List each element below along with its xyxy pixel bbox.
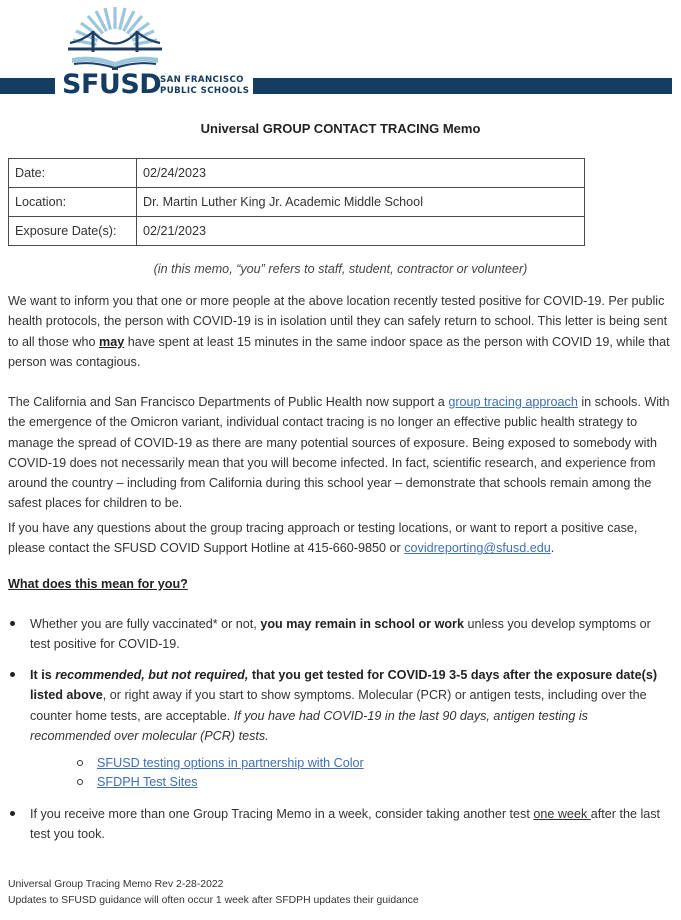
- covid-reporting-email-link[interactable]: covidreporting@sfusd.edu: [404, 541, 551, 556]
- sfusd-emblem-icon: [60, 3, 170, 75]
- group-tracing-approach-link[interactable]: group tracing approach: [448, 395, 578, 409]
- bullet1-text-b: unless you develop symptoms or test positive for COVID-19.: [30, 617, 651, 652]
- guidance-update-line: Updates to SFUSD guidance will often occur 1 week after SFDPH updates their guidance: [8, 895, 419, 906]
- paragraph3-text-a: If you have any questions about the group tracing approach or testing locations, or want to report a positive case, please contact the SFUSD COVID Support Hotline at 415-660-9850 or: [8, 521, 638, 556]
- bullet2-bold-italic: recommended, but not required,: [55, 668, 249, 682]
- bullet-text: [30, 804, 670, 845]
- date-value: 02/24/2023: [137, 159, 585, 188]
- list-item-sfusd-testing-options: [0, 754, 681, 773]
- list-item-sfdph-test-sites: [0, 773, 681, 792]
- sfusd-wordmark: SFUSD: [62, 69, 162, 100]
- you-definition-note: (in this memo, “you” refers to staff, student, contractor or volunteer): [153, 262, 528, 276]
- one-week-emphasis: one week: [533, 807, 591, 821]
- bullet2-bold-b: that you get tested for COVID-19 3-5 days after the exposure date(s) listed above: [30, 668, 658, 703]
- group-tracing-paragraph: [8, 392, 673, 514]
- bullet-text: [30, 665, 670, 746]
- letterhead: [0, 0, 681, 105]
- hollow-bullet-icon: [77, 779, 83, 785]
- contact-paragraph: [8, 518, 673, 559]
- bullet2-italic: If you have had COVID-19 in the last 90 days, antigen testing is recommended over molecular (PCR) tests.: [30, 708, 588, 743]
- sfdph-test-sites-link[interactable]: SFDPH Test Sites: [97, 775, 198, 789]
- letterhead-bar-left: [0, 78, 55, 94]
- paragraph1-text-b: have spent at least 15 minutes in the same indoor space as the person with COVID 19, while that person was contagious.: [8, 334, 670, 369]
- sfusd-testing-options-link[interactable]: SFUSD testing options in partnership with Color: [97, 756, 364, 770]
- memo-footer: [8, 877, 419, 909]
- district-name-line1: SAN FRANCISCO: [160, 75, 244, 85]
- date-label: Date:: [9, 159, 137, 188]
- hollow-bullet-icon: [77, 760, 83, 766]
- exposure-dates-value: 02/21/2023: [137, 217, 585, 246]
- bullet-icon: [10, 621, 15, 626]
- bullet2-text: , or right away if you start to show symptoms. Molecular (PCR) or antigen tests, including over the counter home tests, are acceptable.: [30, 688, 647, 723]
- paragraph3-text-b: .: [550, 541, 555, 556]
- district-name: [160, 75, 249, 96]
- bullet3-text-a: If you receive more than one Group Tracing Memo in a week, consider taking another test: [30, 807, 534, 821]
- letterhead-bar-right: [253, 78, 672, 94]
- revision-line: Universal Group Tracing Memo Rev 2-28-2022: [8, 879, 224, 890]
- paragraph2-text-b: in schools. With the emergence of the Omicron variant, individual contact tracing is no longer an effective public health strategy to manage the spread of COVID-19 as there are many potential sources of exposure. Being exposed to somebody with COVID-19 does not necessarily mean that you will become infected. In fact, scientific research, and experience from around the country – including from California during this school year – demonstrate that schools remain among the safest places for children to be.: [8, 395, 670, 511]
- paragraph1-text-a: We want to inform you that one or more people at the above location recently tested positive for COVID-19. Per public health protocols, the person with COVID-19 is in isolation until they can safely return to school. This letter is being sent to all those who: [8, 294, 668, 349]
- memo-info-table: [8, 158, 585, 246]
- what-does-this-mean-heading: What does this mean for you?: [8, 577, 188, 591]
- table-row-exposure-dates: [9, 217, 585, 246]
- notification-paragraph: [8, 291, 673, 372]
- memo-title: Universal GROUP CONTACT TRACING Memo: [200, 121, 481, 136]
- bullet1-bold: you may remain in school or work: [260, 617, 464, 631]
- bullet2-bold-a: It is: [30, 668, 56, 682]
- table-row-location: [9, 188, 585, 217]
- bullet-icon: [10, 672, 15, 677]
- table-row-date: [9, 159, 585, 188]
- bullet1-text-a: Whether you are fully vaccinated* or not,: [30, 617, 261, 631]
- bullet-text: [30, 614, 670, 655]
- exposure-dates-label: Exposure Date(s):: [9, 217, 137, 246]
- bullet-icon: [10, 811, 15, 816]
- may-emphasis: may: [99, 334, 125, 349]
- location-value: Dr. Martin Luther King Jr. Academic Middle School: [137, 188, 585, 217]
- district-name-line2: PUBLIC SCHOOLS: [160, 85, 250, 96]
- paragraph2-text-a: The California and San Francisco Departments of Public Health now support a: [8, 395, 449, 409]
- location-label: Location:: [9, 188, 137, 217]
- bullet3-text-b: after the last test you took.: [30, 807, 661, 842]
